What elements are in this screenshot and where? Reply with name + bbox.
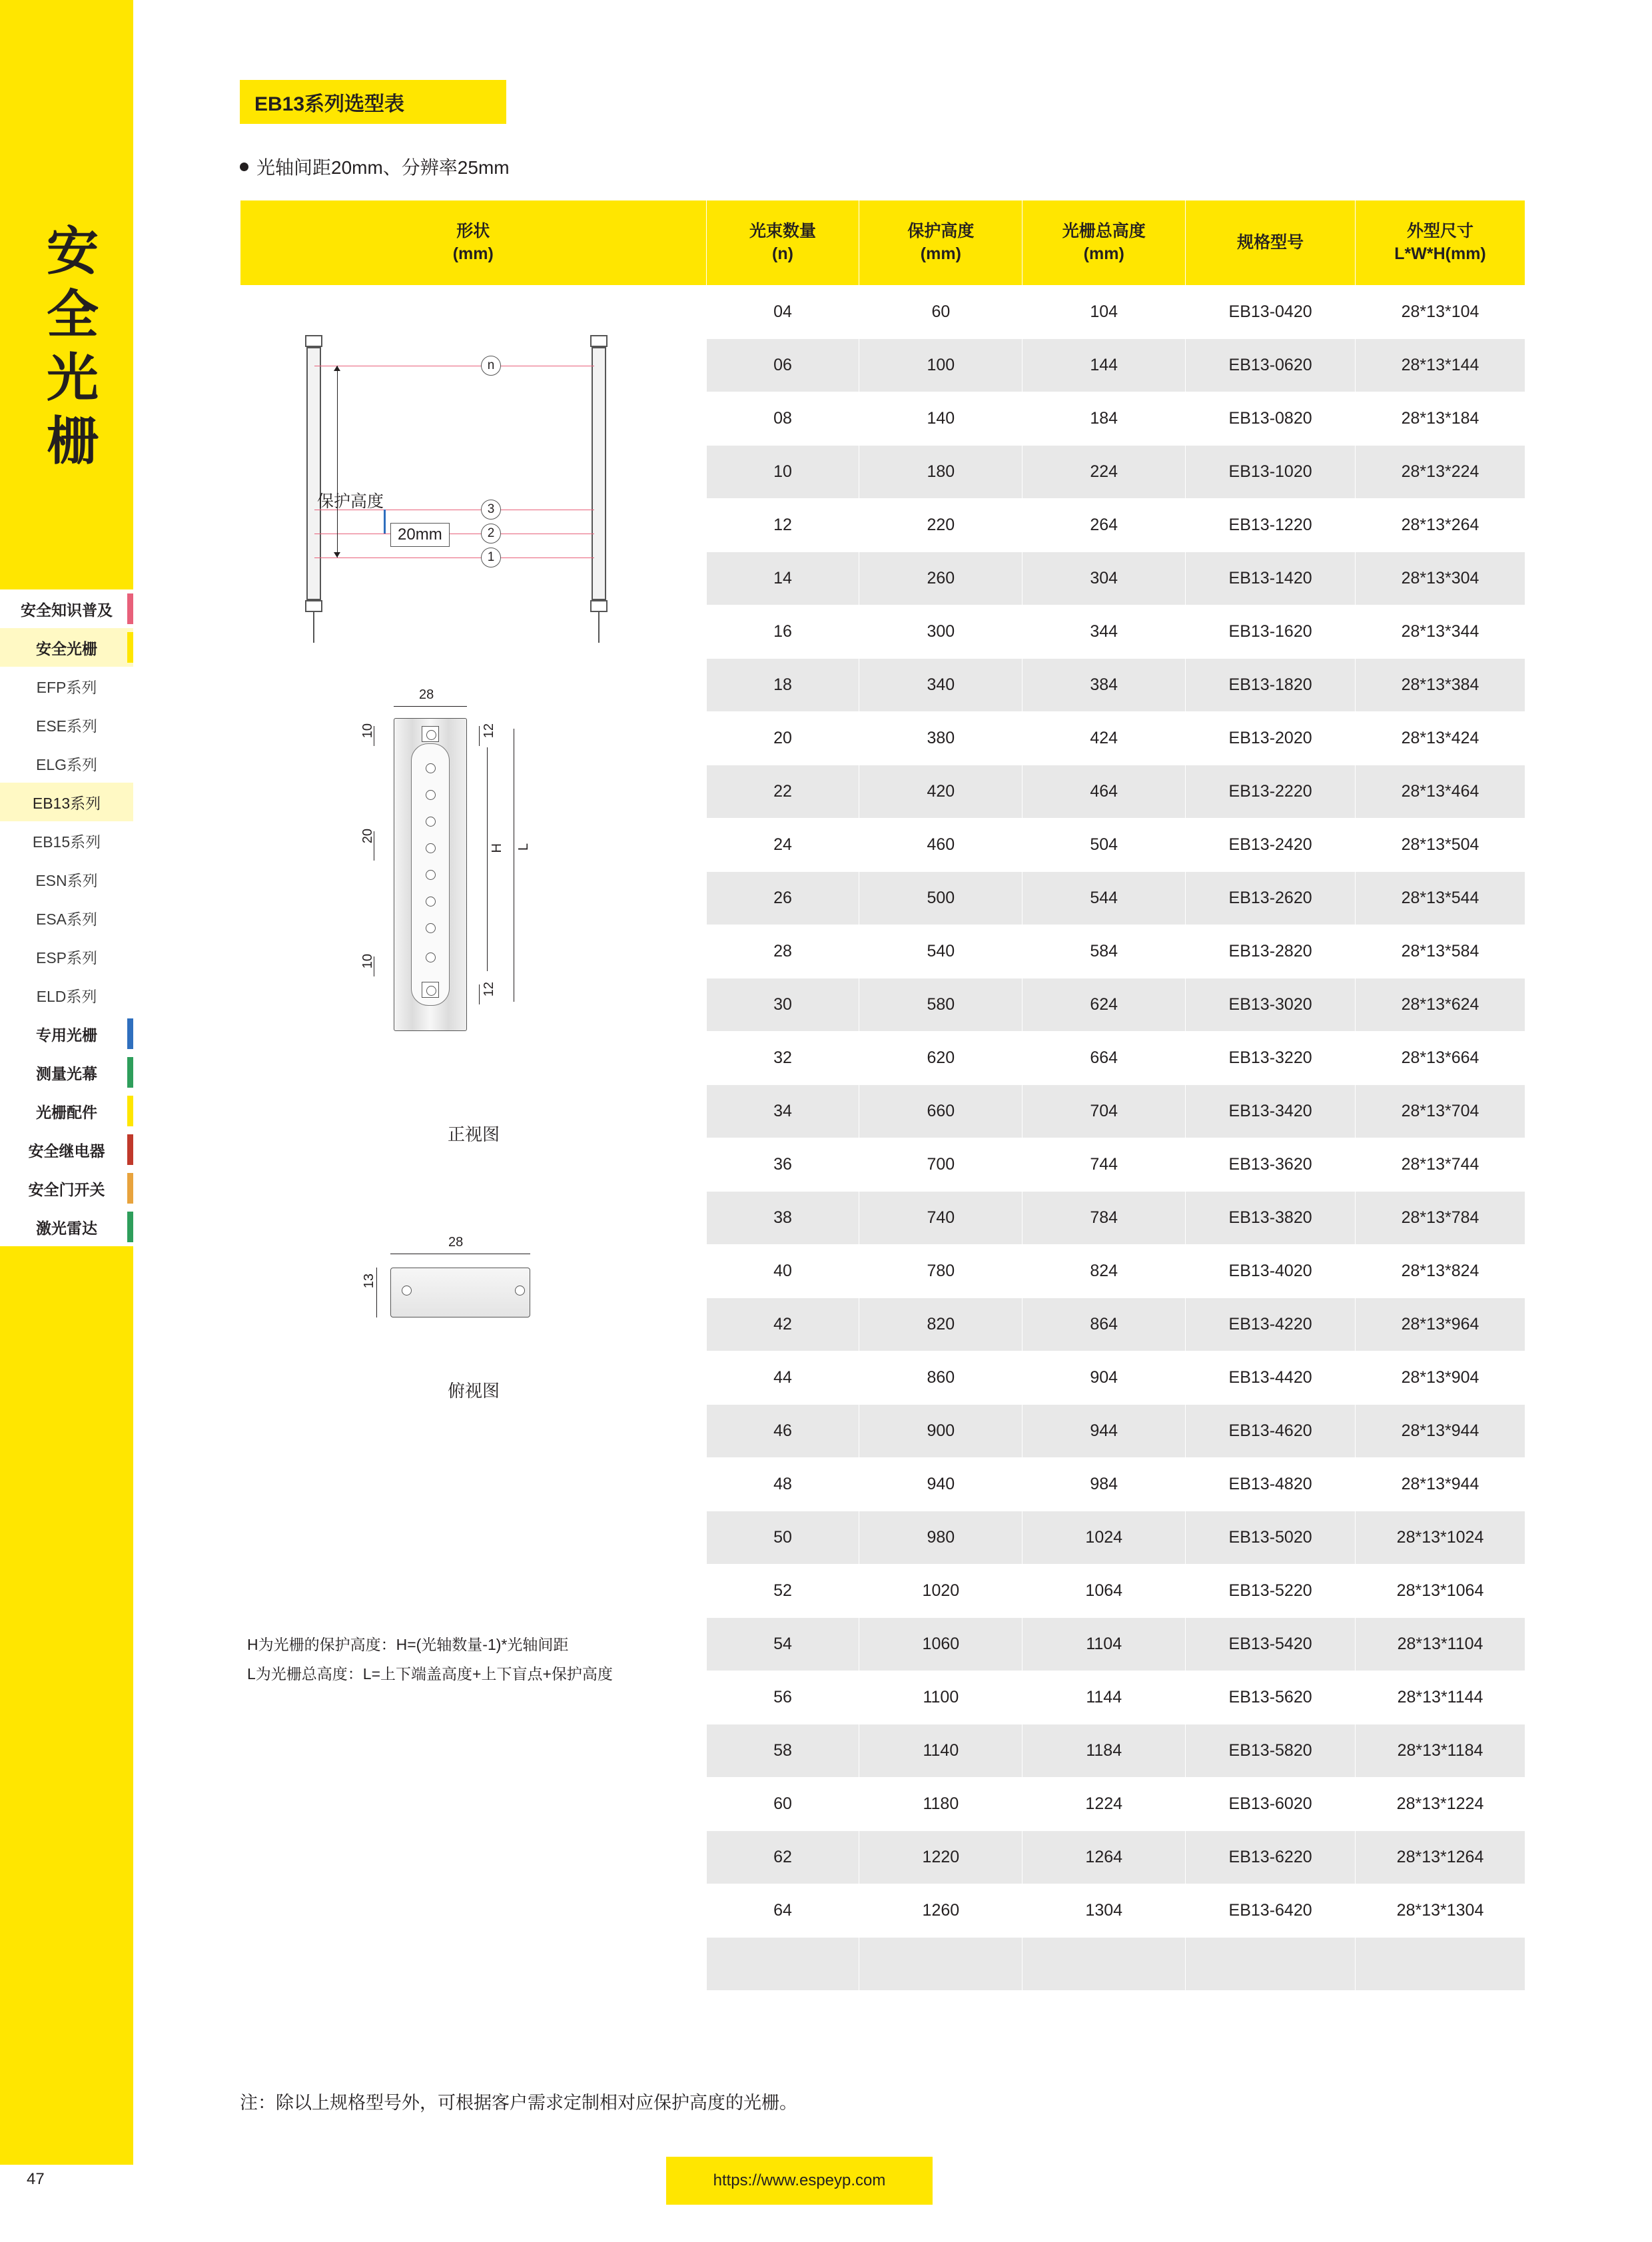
cell-total-height: 584 xyxy=(1023,925,1186,978)
sidebar-item-label: EB15系列 xyxy=(32,833,101,851)
cell-beams: 34 xyxy=(706,1085,859,1138)
dim-line-h xyxy=(487,747,488,971)
cell-protection-height: 780 xyxy=(859,1245,1023,1298)
cell-beams: 32 xyxy=(706,1032,859,1085)
front-view-drawing xyxy=(320,687,627,1064)
cell-dimensions: 28*13*424 xyxy=(1356,712,1525,765)
hole-5 xyxy=(426,870,436,880)
cell-dimensions: 28*13*1304 xyxy=(1356,1884,1525,1938)
cell-beams: 56 xyxy=(706,1671,859,1724)
sidebar-item-label: ESN系列 xyxy=(35,871,98,889)
formula-line-1: H为光栅的保护高度：H=(光轴数量-1)*光轴间距 xyxy=(247,1636,569,1653)
cell-beams: 12 xyxy=(706,499,859,552)
cell-model: EB13-3220 xyxy=(1186,1032,1356,1085)
cell-beams: 44 xyxy=(706,1351,859,1405)
cell-protection-height: 860 xyxy=(859,1351,1023,1405)
cell-protection-height: 1220 xyxy=(859,1831,1023,1884)
cell-dimensions: 28*13*344 xyxy=(1356,605,1525,659)
cell-total-height: 824 xyxy=(1023,1245,1186,1298)
cell-protection-height: 700 xyxy=(859,1138,1023,1192)
cell-dimensions: 28*13*744 xyxy=(1356,1138,1525,1192)
cell-dimensions xyxy=(1356,1991,1525,2044)
footnote: 注：除以上规格型号外，可根据客户需求定制相对应保护高度的光栅。 xyxy=(240,2093,797,2113)
sidebar-item-label: 光栅配件 xyxy=(36,1103,97,1121)
cell-dimensions: 28*13*144 xyxy=(1356,339,1525,392)
sidebar-item-1[interactable] xyxy=(0,628,133,667)
cell-total-height: 544 xyxy=(1023,872,1186,925)
cell-dimensions: 28*13*1064 xyxy=(1356,1565,1525,1618)
sidebar-item-label: 安全光栅 xyxy=(36,639,97,657)
sidebar-item-color-bar xyxy=(127,632,133,663)
cell-dimensions: 28*13*464 xyxy=(1356,765,1525,819)
cell-model: EB13-2620 xyxy=(1186,872,1356,925)
cell-model: EB13-6420 xyxy=(1186,1884,1356,1938)
cell-total-height: 104 xyxy=(1023,286,1186,339)
cell-total-height: 1144 xyxy=(1023,1671,1186,1724)
cell-model: EB13-2820 xyxy=(1186,925,1356,978)
cell-protection-height: 60 xyxy=(859,286,1023,339)
hole-1 xyxy=(426,763,436,773)
cell-beams: 20 xyxy=(706,712,859,765)
sidebar-item-label: 安全门开关 xyxy=(28,1180,105,1198)
cell-protection-height: 340 xyxy=(859,659,1023,712)
top-view-dim-height: 13 xyxy=(362,1274,376,1289)
cell-beams: 16 xyxy=(706,605,859,659)
cell-dimensions: 28*13*1104 xyxy=(1356,1618,1525,1671)
protection-height-arrow-bottom xyxy=(334,552,340,558)
cell-beams: 36 xyxy=(706,1138,859,1192)
dim-width: 28 xyxy=(419,687,434,702)
sidebar-item-color-bar xyxy=(127,1096,133,1126)
cell-protection-height: 740 xyxy=(859,1192,1023,1245)
cell-beams: 08 xyxy=(706,392,859,446)
cell-model: EB13-4820 xyxy=(1186,1458,1356,1511)
cell-total-height: 664 xyxy=(1023,1032,1186,1085)
sidebar-item-3[interactable] xyxy=(0,705,133,744)
cell-beams: 52 xyxy=(706,1565,859,1618)
page-title: EB13系列选型表 xyxy=(240,80,506,124)
cell-model: EB13-0820 xyxy=(1186,392,1356,446)
cell-dimensions: 28*13*304 xyxy=(1356,552,1525,605)
cell-beams: 60 xyxy=(706,1778,859,1831)
cell-beams: 64 xyxy=(706,1884,859,1938)
dim-left-top: 10 xyxy=(360,723,375,739)
cell-protection-height: 460 xyxy=(859,819,1023,872)
cell-total-height: 1184 xyxy=(1023,1724,1186,1778)
cell-total-height: 304 xyxy=(1023,552,1186,605)
cell-dimensions: 28*13*504 xyxy=(1356,819,1525,872)
dim-line-width xyxy=(394,706,467,707)
cell-model: EB13-3020 xyxy=(1186,978,1356,1032)
page-number: 47 xyxy=(27,2170,45,2188)
cell-model: EB13-2220 xyxy=(1186,765,1356,819)
cell-protection-height: 380 xyxy=(859,712,1023,765)
cell-protection-height: 540 xyxy=(859,925,1023,978)
screw-top xyxy=(422,726,439,742)
col-header-model xyxy=(1186,200,1356,286)
cell-total-height: 1304 xyxy=(1023,1884,1186,1938)
cell-protection-height: 260 xyxy=(859,552,1023,605)
col-header-total-height xyxy=(1023,200,1186,286)
sidebar-item-label: ELD系列 xyxy=(36,987,97,1005)
cell-dimensions xyxy=(1356,1938,1525,1991)
cell-beams: 14 xyxy=(706,552,859,605)
top-view-hole-left xyxy=(402,1286,412,1296)
cell-beams: 54 xyxy=(706,1618,859,1671)
sidebar-item-label: 测量光幕 xyxy=(36,1064,97,1082)
col-header-protection-height xyxy=(859,200,1023,286)
sidebar-item-15[interactable] xyxy=(0,1169,133,1208)
receiver-post xyxy=(592,347,606,600)
sidebar-item-color-bar xyxy=(127,1212,133,1242)
col-header-beams-l1: 光束数量 xyxy=(749,221,816,240)
col-header-beams-l2: (n) xyxy=(772,244,793,263)
cell-total-height: 1064 xyxy=(1023,1565,1186,1618)
cell-model: EB13-3420 xyxy=(1186,1085,1356,1138)
sidebar-item-5[interactable] xyxy=(0,783,133,821)
table-header-row xyxy=(240,200,1525,286)
cell-dimensions: 28*13*904 xyxy=(1356,1351,1525,1405)
receiver-cable xyxy=(598,612,600,643)
sidebar xyxy=(0,0,133,2165)
cell-total-height: 1104 xyxy=(1023,1618,1186,1671)
beam-label-1: 1 xyxy=(481,548,501,567)
sidebar-item-label: ESE系列 xyxy=(35,717,98,735)
col-header-dim-l1: 外型尺寸 xyxy=(1407,221,1474,240)
cell-beams: 62 xyxy=(706,1831,859,1884)
cell-model: EB13-1020 xyxy=(1186,446,1356,499)
protection-height-dim-line xyxy=(337,366,338,558)
formula-line-2: L为光栅总高度：L=上下端盖高度+上下盲点+保护高度 xyxy=(247,1665,613,1682)
hole-6 xyxy=(426,897,436,907)
cell-dimensions: 28*13*944 xyxy=(1356,1458,1525,1511)
pitch-label: 20mm xyxy=(390,523,450,547)
cell-model: EB13-5620 xyxy=(1186,1671,1356,1724)
cell-dimensions: 28*13*784 xyxy=(1356,1192,1525,1245)
cell-dimensions: 28*13*704 xyxy=(1356,1085,1525,1138)
cell-dimensions: 28*13*184 xyxy=(1356,392,1525,446)
cell-model: EB13-6220 xyxy=(1186,1831,1356,1884)
top-view-caption: 俯视图 xyxy=(447,1381,500,1401)
cell-dimensions: 28*13*584 xyxy=(1356,925,1525,978)
cell-dimensions: 28*13*944 xyxy=(1356,1405,1525,1458)
page-content xyxy=(133,0,1652,2242)
sidebar-item-color-bar xyxy=(127,1173,133,1204)
top-view-dim-width: 28 xyxy=(448,1235,464,1250)
sidebar-item-label: 安全继电器 xyxy=(28,1142,105,1160)
cell-dimensions: 28*13*1264 xyxy=(1356,1831,1525,1884)
screw-bottom xyxy=(422,982,439,998)
cell-model: EB13-1820 xyxy=(1186,659,1356,712)
receiver-bottom-cap xyxy=(590,600,608,612)
emitter-top-cap xyxy=(305,335,322,347)
sidebar-item-2[interactable] xyxy=(0,667,133,705)
cell-protection-height: 500 xyxy=(859,872,1023,925)
formula-block xyxy=(247,1631,707,1688)
cell-total-height: 144 xyxy=(1023,339,1186,392)
sidebar-item-label: EFP系列 xyxy=(36,678,97,696)
cell-model xyxy=(1186,1991,1356,2044)
dim-l: L xyxy=(516,843,531,851)
pitch-indicator xyxy=(384,510,386,534)
sidebar-item-color-bar xyxy=(127,593,133,624)
cell-protection-height: 900 xyxy=(859,1405,1023,1458)
cell-total-height: 504 xyxy=(1023,819,1186,872)
cell-model: EB13-5020 xyxy=(1186,1511,1356,1565)
cell-protection-height: 1260 xyxy=(859,1884,1023,1938)
cell-model: EB13-5220 xyxy=(1186,1565,1356,1618)
cell-total-height: 424 xyxy=(1023,712,1186,765)
cell-beams: 22 xyxy=(706,765,859,819)
cell-protection-height: 580 xyxy=(859,978,1023,1032)
cell-total-height: 1224 xyxy=(1023,1778,1186,1831)
hole-8 xyxy=(426,952,436,962)
sidebar-vertical-title: 安全光栅 xyxy=(46,222,100,471)
cell-model xyxy=(1186,1938,1356,1991)
cell-model: EB13-0620 xyxy=(1186,339,1356,392)
cell-dimensions: 28*13*104 xyxy=(1356,286,1525,339)
cell-beams: 04 xyxy=(706,286,859,339)
footer-url[interactable]: https://www.espeyp.com xyxy=(666,2157,933,2205)
cell-protection-height: 980 xyxy=(859,1511,1023,1565)
cell-dimensions: 28*13*1144 xyxy=(1356,1671,1525,1724)
cell-dimensions: 28*13*384 xyxy=(1356,659,1525,712)
beam-label-3: 3 xyxy=(481,500,501,520)
sidebar-item-color-bar xyxy=(127,1018,133,1049)
hole-4 xyxy=(426,843,436,853)
sidebar-item-color-bar xyxy=(127,1057,133,1088)
cell-dimensions: 28*13*544 xyxy=(1356,872,1525,925)
cell-total-height: 904 xyxy=(1023,1351,1186,1405)
cell-model: EB13-1420 xyxy=(1186,552,1356,605)
cell-beams: 06 xyxy=(706,339,859,392)
sidebar-item-0[interactable] xyxy=(0,589,133,628)
hole-2 xyxy=(426,790,436,800)
hole-3 xyxy=(426,817,436,827)
emitter-cable xyxy=(313,612,314,643)
figure-column xyxy=(240,285,707,2097)
sidebar-item-color-bar xyxy=(127,1134,133,1165)
col-header-total-l1: 光栅总高度 xyxy=(1062,221,1146,240)
sidebar-item-11[interactable] xyxy=(0,1014,133,1053)
cell-total-height: 224 xyxy=(1023,446,1186,499)
dim-right-bottom: 12 xyxy=(482,982,496,997)
cell-beams: 46 xyxy=(706,1405,859,1458)
front-view-caption: 正视图 xyxy=(447,1124,500,1144)
cell-total-height: 624 xyxy=(1023,978,1186,1032)
cell-model: EB13-0420 xyxy=(1186,286,1356,339)
cell-protection-height: 620 xyxy=(859,1032,1023,1085)
sidebar-item-label: 专用光栅 xyxy=(36,1026,97,1044)
sidebar-item-6[interactable] xyxy=(0,821,133,860)
col-header-shape-l1: 形状 xyxy=(456,221,490,240)
cell-model: EB13-1220 xyxy=(1186,499,1356,552)
cell-model: EB13-4420 xyxy=(1186,1351,1356,1405)
cell-beams: 58 xyxy=(706,1724,859,1778)
sidebar-item-label: EB13系列 xyxy=(32,794,101,812)
cell-beams: 24 xyxy=(706,819,859,872)
cell-model: EB13-4620 xyxy=(1186,1405,1356,1458)
dim-right-top: 12 xyxy=(482,723,496,739)
cell-dimensions: 28*13*1224 xyxy=(1356,1778,1525,1831)
cell-total-height xyxy=(1023,1991,1186,2044)
cell-total-height: 1264 xyxy=(1023,1831,1186,1884)
cell-model: EB13-5820 xyxy=(1186,1724,1356,1778)
dim-pitch: 20 xyxy=(360,829,375,844)
cell-beams: 42 xyxy=(706,1298,859,1351)
protection-height-arrow-top xyxy=(334,366,340,371)
col-header-shape-l2: (mm) xyxy=(452,244,494,263)
cell-model: EB13-4220 xyxy=(1186,1298,1356,1351)
cell-total-height: 944 xyxy=(1023,1405,1186,1458)
cell-beams: 38 xyxy=(706,1192,859,1245)
sidebar-item-16[interactable] xyxy=(0,1208,133,1246)
col-header-beams xyxy=(706,200,859,286)
light-curtain-diagram xyxy=(277,335,663,655)
cell-dimensions: 28*13*1184 xyxy=(1356,1724,1525,1778)
col-header-dimensions xyxy=(1356,200,1525,286)
cell-beams: 10 xyxy=(706,446,859,499)
col-header-model-l1: 规格型号 xyxy=(1237,232,1304,252)
sidebar-item-8[interactable] xyxy=(0,899,133,937)
sidebar-item-10[interactable] xyxy=(0,976,133,1014)
cell-dimensions: 28*13*224 xyxy=(1356,446,1525,499)
col-header-protection-l1: 保护高度 xyxy=(907,221,975,240)
sidebar-item-7[interactable] xyxy=(0,860,133,899)
cell-total-height: 264 xyxy=(1023,499,1186,552)
cell-beams xyxy=(706,1991,859,2044)
sidebar-item-13[interactable] xyxy=(0,1092,133,1130)
cell-protection-height: 1140 xyxy=(859,1724,1023,1778)
cell-model: EB13-2420 xyxy=(1186,819,1356,872)
col-header-dim-l2: L*W*H(mm) xyxy=(1394,244,1486,263)
cell-total-height: 984 xyxy=(1023,1458,1186,1511)
cell-beams: 30 xyxy=(706,978,859,1032)
dim-line-right-bottom xyxy=(479,984,480,1004)
cell-beams: 28 xyxy=(706,925,859,978)
top-view-body xyxy=(390,1268,530,1317)
col-header-shape xyxy=(240,200,707,286)
cell-beams: 48 xyxy=(706,1458,859,1511)
cell-dimensions: 28*13*824 xyxy=(1356,1245,1525,1298)
cell-dimensions: 28*13*664 xyxy=(1356,1032,1525,1085)
cell-model: EB13-3820 xyxy=(1186,1192,1356,1245)
cell-total-height: 184 xyxy=(1023,392,1186,446)
sidebar-item-label: 激光雷达 xyxy=(36,1219,97,1237)
sidebar-item-14[interactable] xyxy=(0,1130,133,1169)
emitter-post xyxy=(306,347,321,600)
dim-line-right-top xyxy=(479,726,480,746)
dim-h: H xyxy=(490,843,504,853)
sidebar-item-label: ELG系列 xyxy=(35,755,98,773)
cell-model: EB13-4020 xyxy=(1186,1245,1356,1298)
cell-beams: 50 xyxy=(706,1511,859,1565)
sidebar-item-label: ESA系列 xyxy=(35,910,98,928)
sidebar-item-9[interactable] xyxy=(0,937,133,976)
cell-total-height: 744 xyxy=(1023,1138,1186,1192)
col-header-protection-l2: (mm) xyxy=(920,244,961,263)
hole-7 xyxy=(426,923,436,933)
col-header-total-l2: (mm) xyxy=(1083,244,1124,263)
cell-total-height: 704 xyxy=(1023,1085,1186,1138)
bullet-icon xyxy=(240,163,248,171)
subtitle xyxy=(240,153,510,180)
cell-protection-height xyxy=(859,1991,1023,2044)
cell-total-height: 864 xyxy=(1023,1298,1186,1351)
top-view-drawing xyxy=(360,1235,587,1364)
cell-dimensions: 28*13*964 xyxy=(1356,1298,1525,1351)
cell-model: EB13-6020 xyxy=(1186,1778,1356,1831)
cell-total-height: 464 xyxy=(1023,765,1186,819)
cell-protection-height: 300 xyxy=(859,605,1023,659)
sidebar-item-label: ESP系列 xyxy=(35,948,98,966)
cell-protection-height: 420 xyxy=(859,765,1023,819)
cell-beams: 18 xyxy=(706,659,859,712)
cell-protection-height: 820 xyxy=(859,1298,1023,1351)
cell-dimensions: 28*13*1024 xyxy=(1356,1511,1525,1565)
emitter-bottom-cap xyxy=(305,600,322,612)
cell-total-height xyxy=(1023,1938,1186,1991)
protection-height-label: 保护高度 xyxy=(317,492,384,511)
cell-protection-height: 1060 xyxy=(859,1618,1023,1671)
cell-beams: 26 xyxy=(706,872,859,925)
sidebar-item-12[interactable] xyxy=(0,1053,133,1092)
cell-protection-height: 1180 xyxy=(859,1778,1023,1831)
cell-dimensions: 28*13*624 xyxy=(1356,978,1525,1032)
cell-model: EB13-1620 xyxy=(1186,605,1356,659)
cell-model: EB13-3620 xyxy=(1186,1138,1356,1192)
cell-protection-height: 660 xyxy=(859,1085,1023,1138)
cell-total-height: 344 xyxy=(1023,605,1186,659)
cell-dimensions: 28*13*264 xyxy=(1356,499,1525,552)
subtitle-text: 光轴间距20mm、分辨率25mm xyxy=(256,157,510,178)
sidebar-nav xyxy=(0,589,133,1246)
cell-beams: 40 xyxy=(706,1245,859,1298)
cell-beams xyxy=(706,1938,859,1991)
cell-protection-height: 1020 xyxy=(859,1565,1023,1618)
cell-total-height: 384 xyxy=(1023,659,1186,712)
receiver-top-cap xyxy=(590,335,608,347)
beam-label-2: 2 xyxy=(481,524,501,544)
cell-model: EB13-5420 xyxy=(1186,1618,1356,1671)
cell-protection-height: 100 xyxy=(859,339,1023,392)
cell-protection-height: 1100 xyxy=(859,1671,1023,1724)
cell-total-height: 784 xyxy=(1023,1192,1186,1245)
dim-left-bottom: 10 xyxy=(360,954,375,969)
cell-protection-height: 220 xyxy=(859,499,1023,552)
cell-protection-height: 940 xyxy=(859,1458,1023,1511)
cell-protection-height xyxy=(859,1938,1023,1991)
sidebar-item-label: 安全知识普及 xyxy=(21,601,113,619)
cell-total-height: 1024 xyxy=(1023,1511,1186,1565)
beam-label-n: n xyxy=(481,356,501,376)
cell-protection-height: 140 xyxy=(859,392,1023,446)
sidebar-item-4[interactable] xyxy=(0,744,133,783)
cell-model: EB13-2020 xyxy=(1186,712,1356,765)
top-view-hole-right xyxy=(515,1286,525,1296)
cell-protection-height: 180 xyxy=(859,446,1023,499)
